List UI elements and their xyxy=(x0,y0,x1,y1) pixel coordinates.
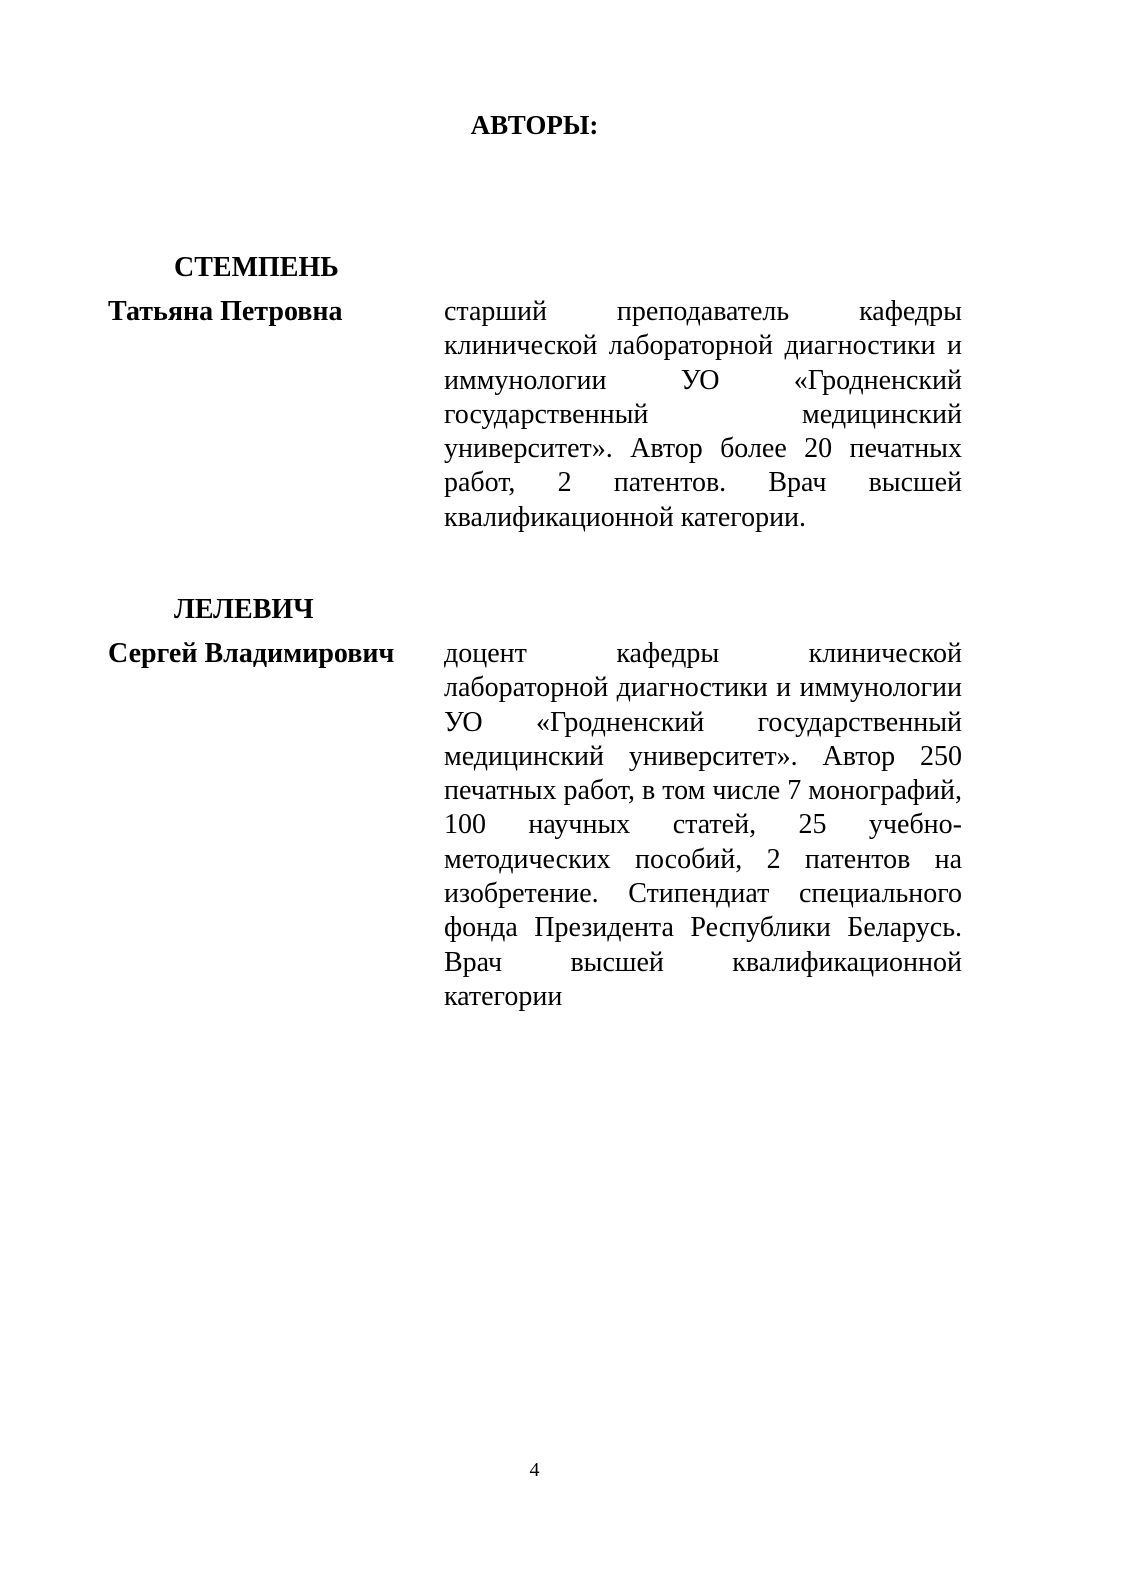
author-given-name: Татьяна Петровна xyxy=(108,296,343,327)
author-surname: СТЕМПЕНЬ xyxy=(174,252,339,283)
page-heading: АВТОРЫ: xyxy=(470,110,599,140)
page-number: 4 xyxy=(529,1459,540,1481)
author-bio: доцент кафедры клинической лабораторной диагностики и иммунологии УО «Гродненский государственный медицинский университет». Автор 250 печатных работ, в том числе 7 монографий, 100 научных статей, 25 учебно-методических пособий, 2 патентов на изобретение. Стипендиат специального фонда Президента Республики Беларусь. Врач высшей квалификационной категории xyxy=(444,638,962,1012)
author-given-name: Сергей Владимирович xyxy=(108,638,395,669)
author-bio: старший преподаватель кафедры клинической лабораторной диагностики и иммунологии УО «Гродненский государственный медицинский университет». Автор более 20 печатных работ, 2 патентов. Врач высшей квалификационной категории. xyxy=(444,296,962,533)
author-surname: ЛЕЛЕВИЧ xyxy=(174,594,314,625)
